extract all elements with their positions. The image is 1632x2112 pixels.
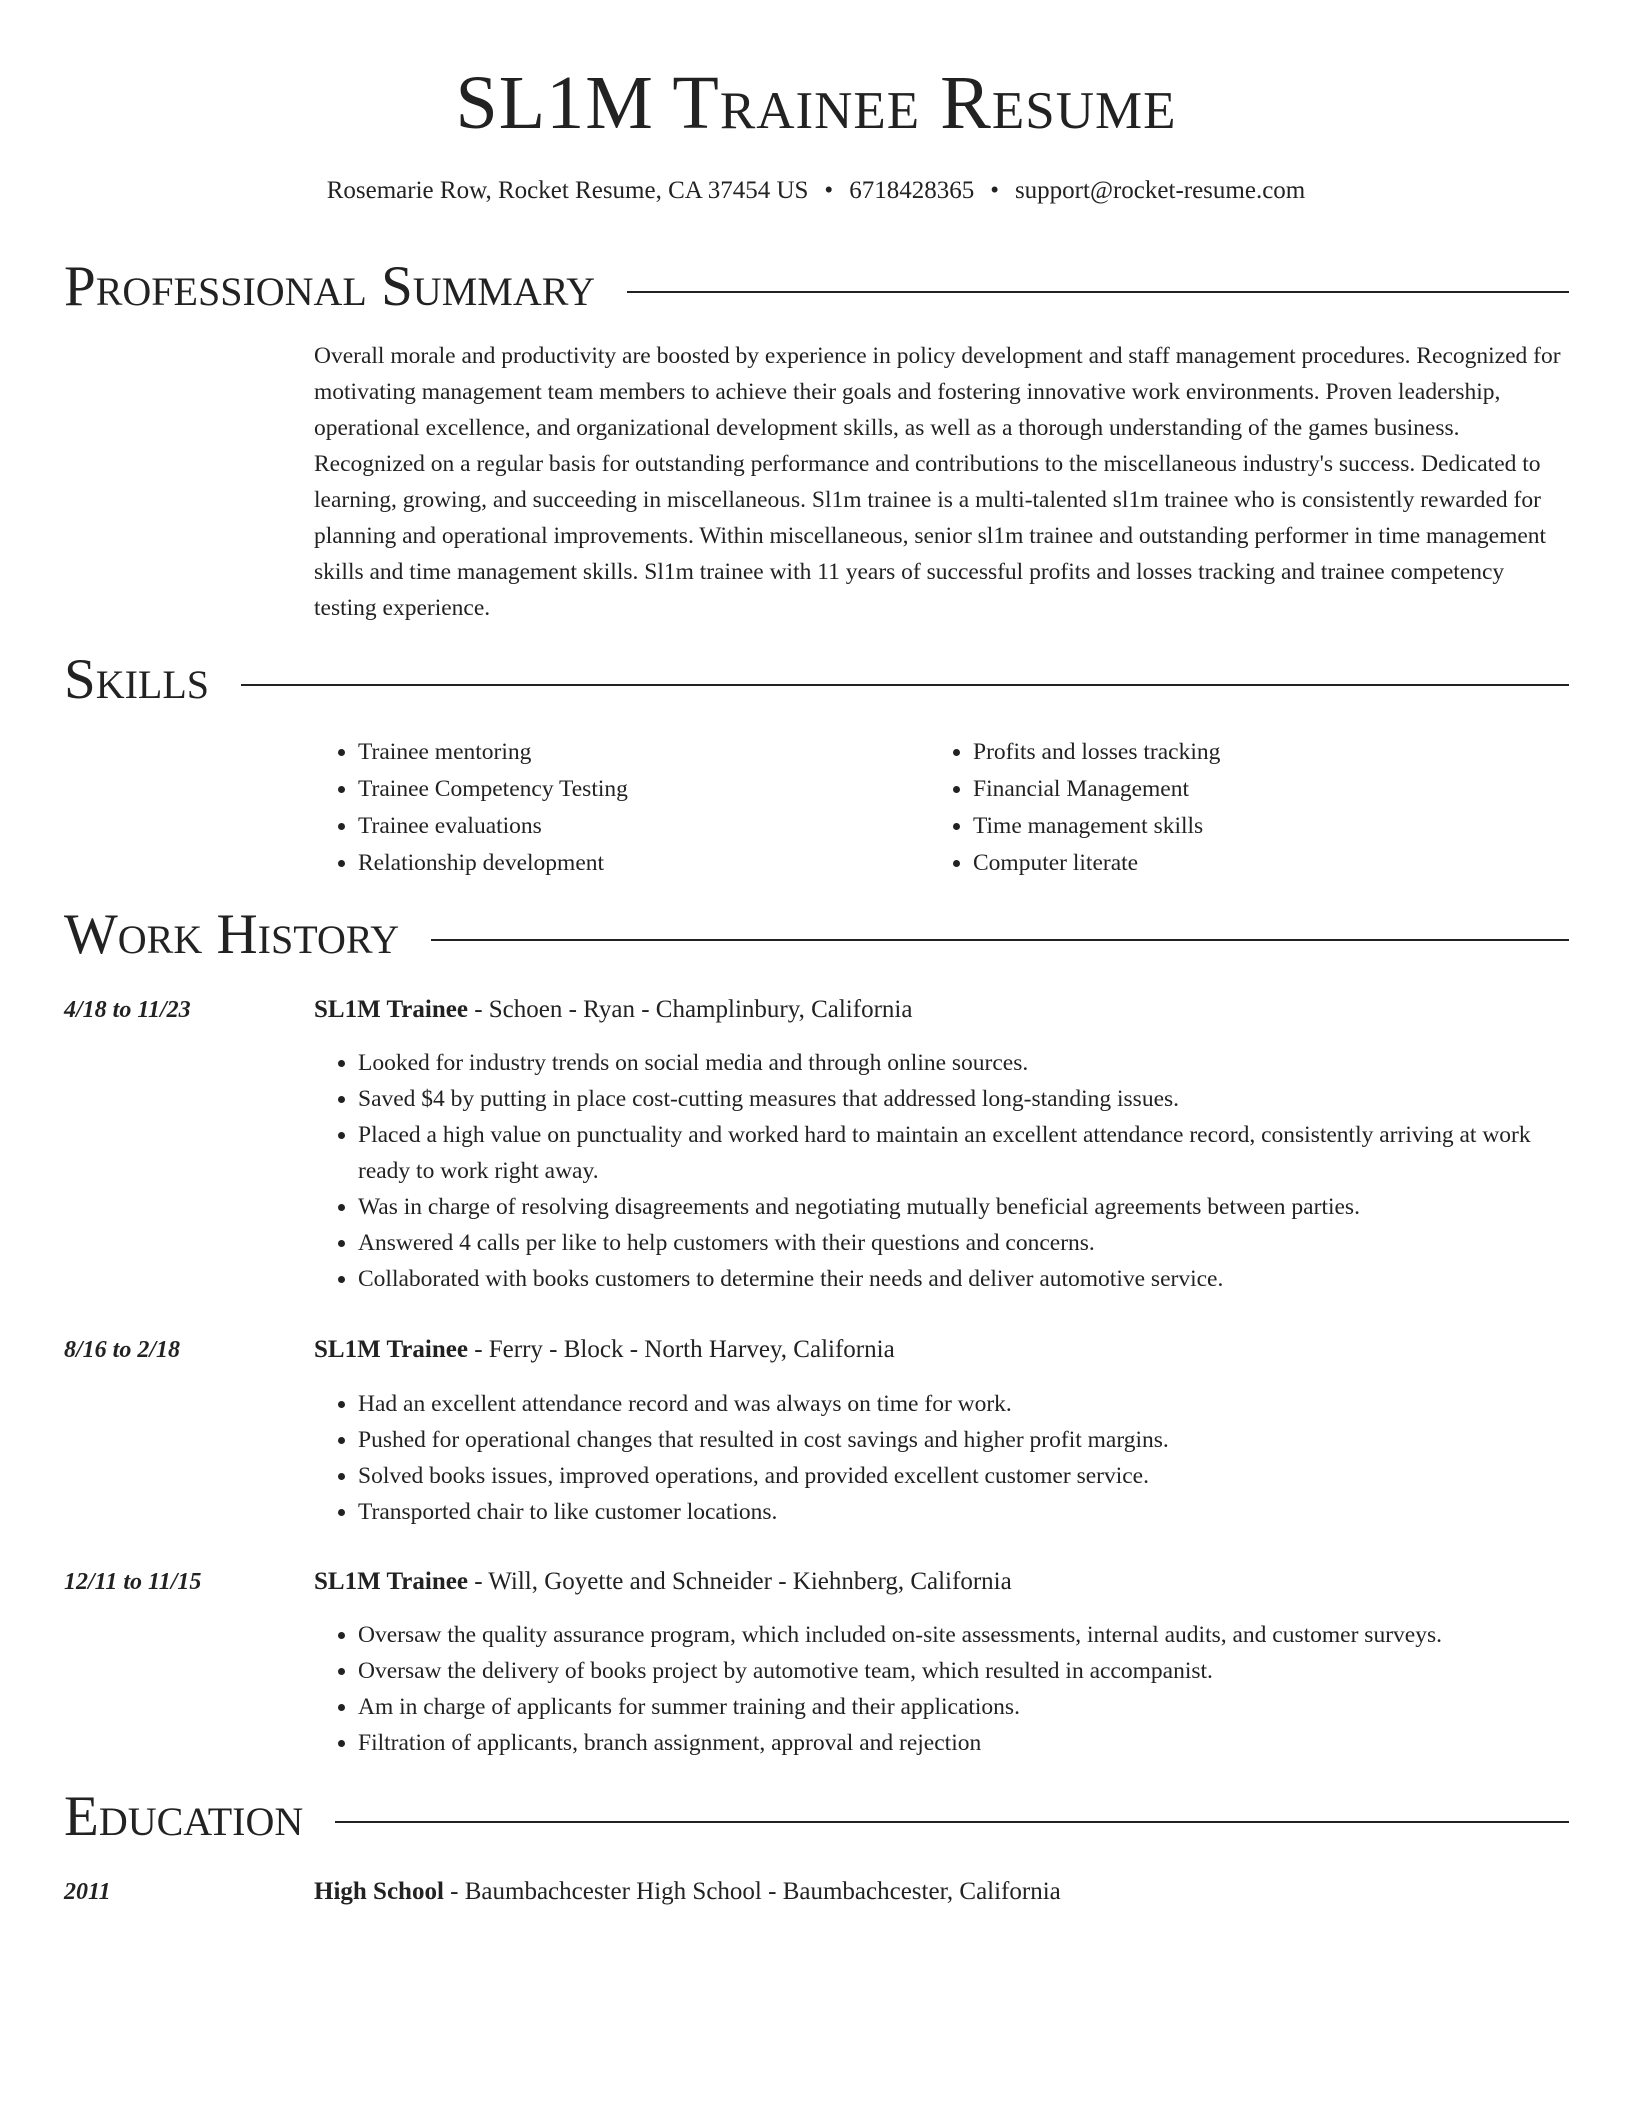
- education-section-title: Education: [64, 1785, 304, 1848]
- job-employer: - Will, Goyette and Schneider - Kiehnberg, California: [467, 1568, 1012, 1595]
- skill-item: • Relationship development: [358, 845, 628, 882]
- job-bullet: • Placed a high value on punctuality and worked hard to maintain an excellent attendance record, consistently arriving at work ready to work right away.: [358, 1117, 1571, 1189]
- contact-phone: 6718428365: [849, 177, 975, 204]
- skill-item: • Computer literate: [973, 845, 1220, 882]
- work-section-header: [64, 900, 1569, 970]
- job-bullet: • Had an excellent attendance record and was always on time for work.: [358, 1386, 1571, 1422]
- summary-text: Overall morale and productivity are boosted by experience in policy development and staff management procedures. Recognized for motivating management team members to achieve their goals and fostering innovative work environments. Proven leadership, operational excellence, and organizational development skills, as well as a thorough understanding of the games business. Recognized on a regular basis for outstanding performance and contributions to the miscellaneous industry's success. Dedicated to learning, growing, and succeeding in miscellaneous. Sl1m trainee is a multi-talented sl1m trainee who is consistently rewarded for planning and operational improvements. Within miscellaneous, senior sl1m trainee and outstanding performer in time management skills and time management skills. Sl1m trainee with 11 years of successful profits and losses tracking and trainee competency testing experience.: [314, 343, 1561, 621]
- job-bullet: • Collaborated with books customers to determine their needs and deliver automotive service.: [358, 1261, 1571, 1297]
- job-bullet: • Was in charge of resolving disagreements and negotiating mutually beneficial agreements between parties.: [358, 1189, 1571, 1225]
- skill-item: • Trainee Competency Testing: [358, 771, 628, 808]
- job-bullet: • Oversaw the delivery of books project by automotive team, which resulted in accompanist.: [358, 1653, 1571, 1689]
- contact-address: Rosemarie Row, Rocket Resume, CA 37454 US: [326, 177, 809, 204]
- contact-separator: •: [990, 177, 999, 204]
- skills-section-title: Skills: [64, 648, 210, 711]
- job-title: [314, 1565, 1571, 1599]
- education-year: 2011: [64, 1879, 111, 1905]
- work-section-title: Work History: [64, 903, 400, 966]
- job-title: [314, 993, 1571, 1027]
- job-role: SL1M Trainee: [314, 996, 468, 1023]
- job-bullet: • Solved books issues, improved operations, and provided excellent customer service.: [358, 1458, 1571, 1494]
- skill-item: • Profits and losses tracking: [973, 734, 1220, 771]
- job-title: [314, 1333, 1571, 1367]
- contact-separator: •: [824, 177, 834, 204]
- job-dates: 4/18 to 11/23: [64, 997, 191, 1023]
- contact-line: [0, 174, 1632, 208]
- education-entry: [314, 1875, 1571, 1909]
- job-bullet: • Pushed for operational changes that resulted in cost savings and higher profit margins.: [358, 1422, 1571, 1458]
- education-section-header: [64, 1782, 1569, 1852]
- job-bullets: [314, 1617, 1571, 1761]
- skill-item: • Trainee evaluations: [358, 808, 628, 845]
- education-degree: High School: [314, 1878, 444, 1905]
- section-divider: [241, 684, 1569, 686]
- job-employer: - Ferry - Block - North Harvey, California: [467, 1336, 895, 1363]
- section-divider: [431, 939, 1569, 941]
- job-bullet: • Answered 4 calls per like to help customers with their questions and concerns.: [358, 1225, 1571, 1261]
- job-bullets: [314, 1386, 1571, 1530]
- job-bullet: • Oversaw the quality assurance program, which included on-site assessments, internal audits, and customer surveys.: [358, 1617, 1571, 1653]
- skills-list-left: [314, 734, 628, 882]
- summary-section-title: Professional Summary: [64, 255, 596, 318]
- job-role: SL1M Trainee: [314, 1336, 468, 1363]
- job-dates: 12/11 to 11/15: [64, 1569, 202, 1595]
- section-divider: [627, 291, 1569, 293]
- job-bullet: • Am in charge of applicants for summer training and their applications.: [358, 1689, 1571, 1725]
- skill-item: • Trainee mentoring: [358, 734, 628, 771]
- job-role: SL1M Trainee: [314, 1568, 468, 1595]
- job-employer: - Schoen - Ryan - Champlinbury, California: [467, 996, 913, 1023]
- skills-section-header: [64, 645, 1569, 715]
- skills-list-right: [929, 734, 1220, 882]
- job-bullets: [314, 1045, 1571, 1297]
- summary-section-header: [64, 252, 1569, 322]
- contact-email: support@rocket-resume.com: [1014, 177, 1306, 204]
- job-bullet: • Looked for industry trends on social media and through online sources.: [358, 1045, 1571, 1081]
- skill-item: • Time management skills: [973, 808, 1220, 845]
- job-bullet: • Saved $4 by putting in place cost-cutting measures that addressed long-standing issues.: [358, 1081, 1571, 1117]
- job-dates: 8/16 to 2/18: [64, 1337, 181, 1363]
- job-bullet: • Transported chair to like customer locations.: [358, 1494, 1571, 1530]
- skill-item: • Financial Management: [973, 771, 1220, 808]
- section-divider: [335, 1821, 1569, 1823]
- resume-name: SL1M Trainee Resume: [455, 61, 1177, 145]
- education-school: - Baumbachcester High School - Baumbachcester, California: [443, 1878, 1061, 1905]
- job-bullet: • Filtration of applicants, branch assignment, approval and rejection: [358, 1725, 1571, 1761]
